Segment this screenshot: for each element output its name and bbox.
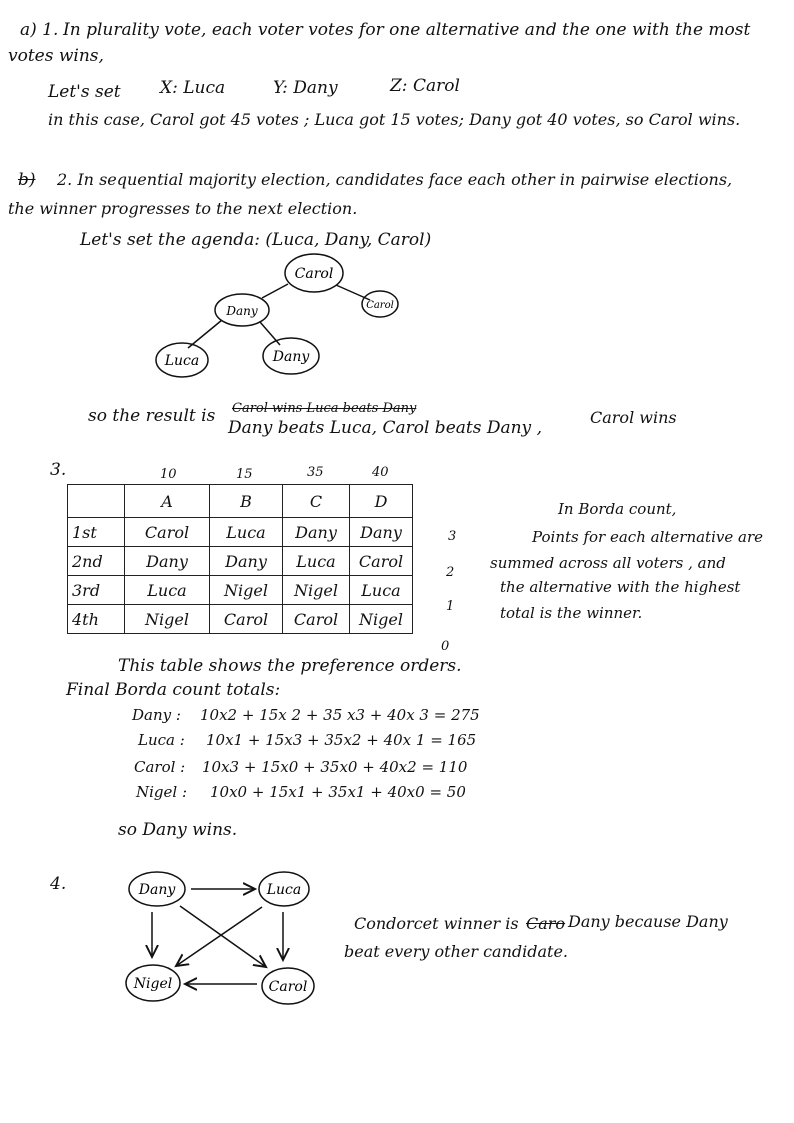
- column-header-c: C: [283, 485, 350, 518]
- q1-line-2: votes wins,: [8, 46, 104, 66]
- borda-note-line-5: total is the winner.: [500, 604, 643, 622]
- q1-line-1: In plurality vote, each voter votes for one alternative and the one with the most: [63, 20, 751, 40]
- node-carol: Carol: [268, 979, 308, 995]
- table-cell: Dany: [350, 518, 413, 547]
- borda-note-line-3: summed across all voters , and: [490, 554, 726, 572]
- q4-line-1a: Condorcet winner is: [354, 914, 519, 933]
- q4-line-2: beat every other candidate.: [344, 942, 569, 961]
- table-caption: This table shows the preference orders.: [118, 656, 462, 676]
- q2-result-prefix: so the result is: [88, 406, 216, 426]
- tree-node-right: Carol: [366, 300, 394, 311]
- tree-node-left: Luca: [164, 353, 200, 369]
- voter-count-c: 35: [307, 465, 324, 480]
- q2-winner: Carol wins: [590, 408, 677, 427]
- rank-cell: 1st: [68, 518, 125, 547]
- q2-struck-text: Carol wins Luca beats Dany: [232, 401, 417, 416]
- q4-number: 4.: [50, 874, 67, 894]
- table-cell: Carol: [210, 605, 283, 634]
- voter-count-d: 40: [372, 465, 389, 480]
- total-calc-luca: 10x1 + 15x3 + 35x2 + 40x 1 = 165: [206, 731, 477, 749]
- total-calc-nigel: 10x0 + 15x1 + 35x1 + 40x0 = 50: [210, 783, 466, 801]
- q3-number: 3.: [50, 460, 67, 480]
- node-nigel: Nigel: [133, 976, 173, 992]
- q1-number: a) 1.: [20, 20, 59, 40]
- voter-count-a: 10: [160, 467, 177, 482]
- total-name-dany: Dany :: [132, 706, 181, 724]
- q2-agenda: Let's set the agenda: (Luca, Dany, Carol): [80, 230, 432, 250]
- edge-dany-carol: [180, 906, 266, 967]
- table-cell: Carol: [350, 547, 413, 576]
- table-cell: Luca: [350, 576, 413, 605]
- q2-line-1: 2. In sequential majority election, candidates face each other in pairwise elections,: [57, 170, 733, 189]
- borda-note-line-4: the alternative with the highest: [500, 578, 741, 596]
- table-cell: Luca: [210, 518, 283, 547]
- voter-count-b: 15: [236, 467, 253, 482]
- table-cell: Nigel: [210, 576, 283, 605]
- table-cell: Dany: [283, 518, 350, 547]
- tree-node-leftmid: Dany: [272, 349, 310, 365]
- borda-conclusion: so Dany wins.: [118, 820, 238, 840]
- tree-node-mid: Dany: [226, 304, 258, 318]
- points-third: 1: [446, 599, 455, 614]
- edge-luca-nigel: [176, 907, 262, 966]
- q1-set-y: Y: Dany: [273, 78, 338, 98]
- q1-result: in this case, Carol got 45 votes ; Luca got 15 votes; Dany got 40 votes, so Carol wins.: [48, 110, 741, 129]
- total-name-luca: Luca :: [138, 731, 185, 749]
- totals-label: Final Borda count totals:: [66, 680, 281, 700]
- node-dany: Dany: [138, 882, 176, 898]
- q1-set-z: Z: Carol: [390, 76, 460, 96]
- points-second: 2: [446, 565, 455, 580]
- q2-line-2: the winner progresses to the next election.: [8, 199, 358, 218]
- node-luca: Luca: [266, 882, 302, 898]
- table-cell: Carol: [125, 518, 210, 547]
- column-header-a: A: [125, 485, 210, 518]
- rank-cell: 3rd: [68, 576, 125, 605]
- rank-cell: 2nd: [68, 547, 125, 576]
- tree-node-root: Carol: [294, 266, 334, 282]
- q4-struck-text: Caro: [526, 914, 566, 933]
- table-cell: Luca: [283, 547, 350, 576]
- column-header-b: B: [210, 485, 283, 518]
- borda-note-line-2: Points for each alternative are: [532, 528, 763, 546]
- points-first: 3: [448, 529, 457, 544]
- q2-result: Dany beats Luca, Carol beats Dany ,: [228, 418, 542, 438]
- table-cell: Nigel: [350, 605, 413, 634]
- column-header-d: D: [350, 485, 413, 518]
- q2-mark: b): [18, 170, 36, 190]
- q1-set-label: Let's set: [48, 82, 121, 102]
- table-cell: Dany: [210, 547, 283, 576]
- total-calc-carol: 10x3 + 15x0 + 35x0 + 40x2 = 110: [202, 758, 468, 776]
- total-name-nigel: Nigel :: [136, 783, 188, 801]
- table-cell: Luca: [125, 576, 210, 605]
- rank-cell: 4th: [68, 605, 125, 634]
- total-name-carol: Carol :: [134, 758, 186, 776]
- points-fourth: 0: [441, 639, 450, 654]
- q4-line-1b: Dany because Dany: [568, 912, 728, 931]
- table-cell: Dany: [125, 547, 210, 576]
- borda-note-line-1: In Borda count,: [558, 500, 677, 518]
- table-cell: Carol: [283, 605, 350, 634]
- table-cell: Nigel: [283, 576, 350, 605]
- q1-set-x: X: Luca: [160, 78, 226, 98]
- total-calc-dany: 10x2 + 15x 2 + 35 x3 + 40x 3 = 275: [200, 706, 480, 724]
- table-cell: Nigel: [125, 605, 210, 634]
